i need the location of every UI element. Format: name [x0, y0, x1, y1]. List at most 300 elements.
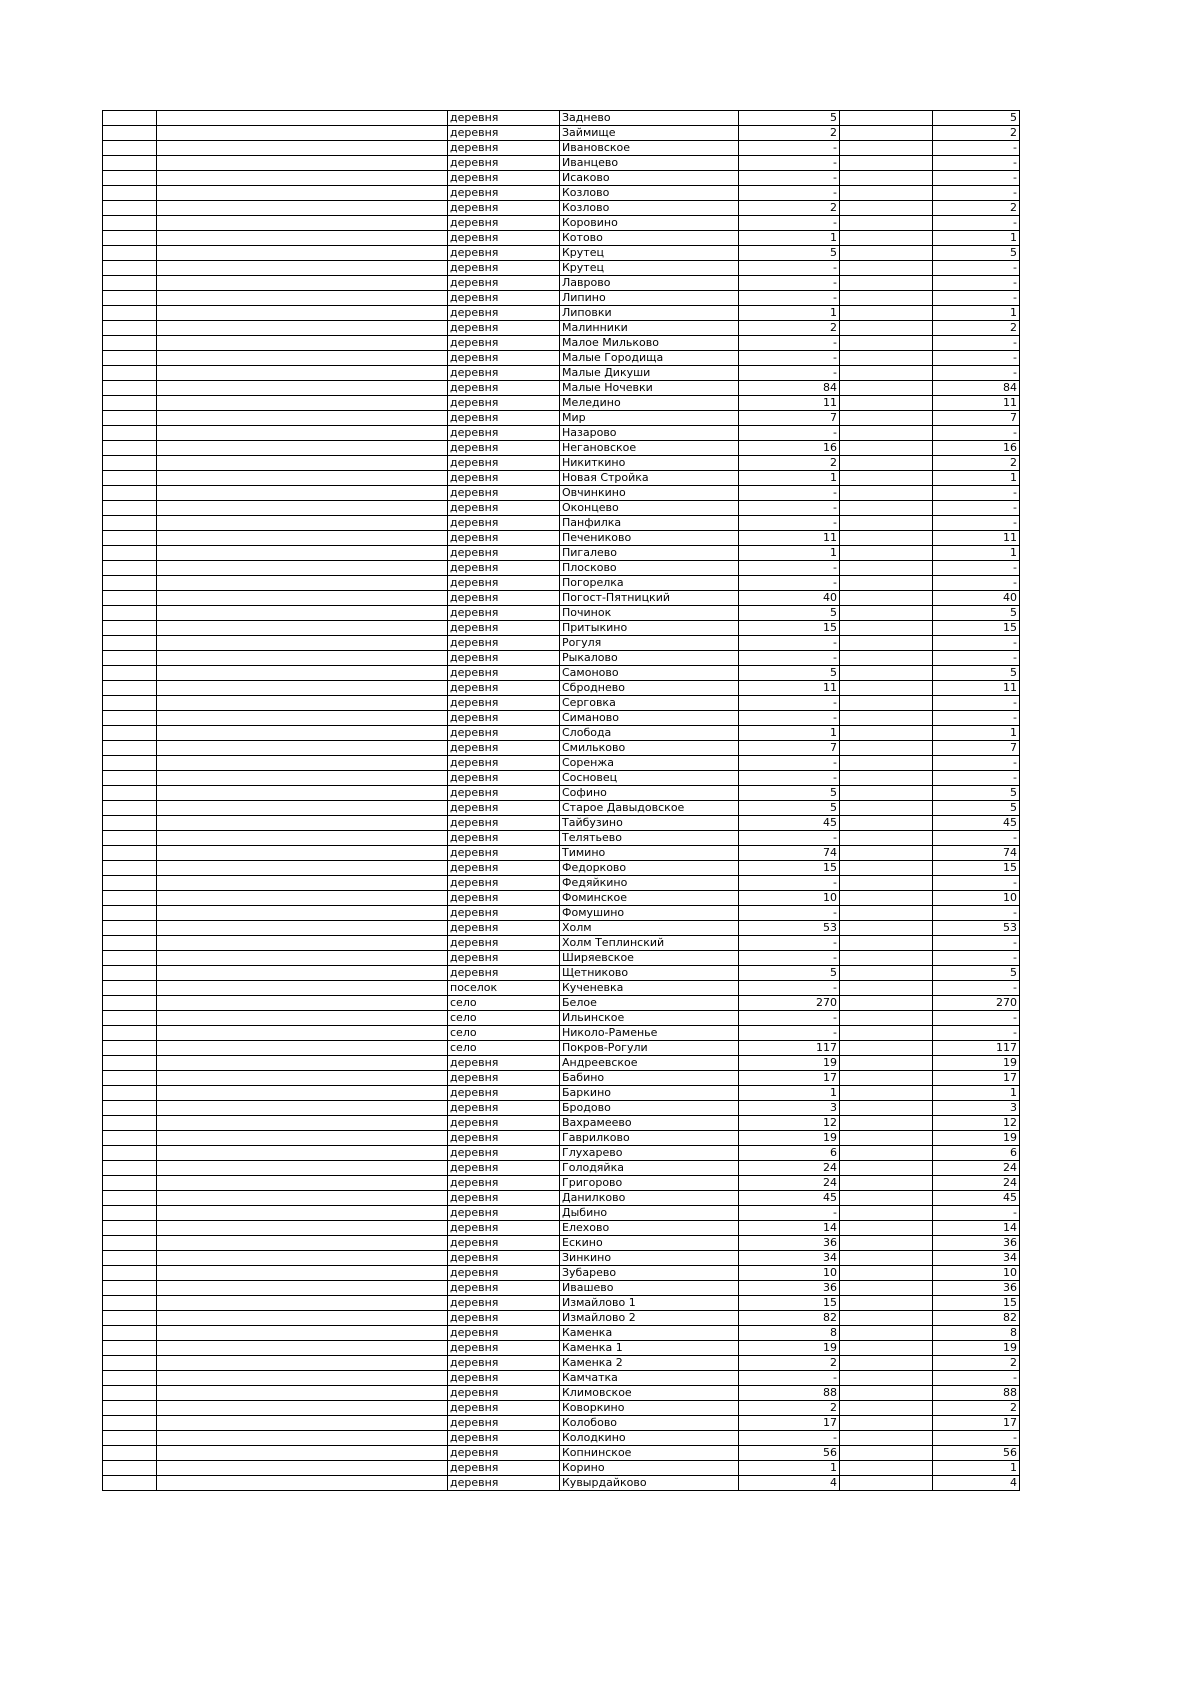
district-cell: [157, 1401, 448, 1416]
spacer-cell: [840, 1131, 933, 1146]
district-cell: [157, 501, 448, 516]
district-cell: [157, 1266, 448, 1281]
count-cell: 1: [739, 1086, 840, 1101]
settlement-table: [102, 110, 1020, 1491]
district-cell: [157, 801, 448, 816]
table-row: [103, 486, 1020, 501]
index-cell: [103, 666, 157, 681]
total-cell: -: [933, 876, 1020, 891]
spacer-cell: [840, 261, 933, 276]
spacer-cell: [840, 1311, 933, 1326]
settlement-type-cell: деревня: [448, 306, 560, 321]
settlement-name-cell: Андреевское: [560, 1056, 739, 1071]
spacer-cell: [840, 411, 933, 426]
total-cell: 117: [933, 1041, 1020, 1056]
count-cell: 5: [739, 606, 840, 621]
total-cell: -: [933, 936, 1020, 951]
settlement-type-cell: деревня: [448, 936, 560, 951]
district-cell: [157, 681, 448, 696]
count-cell: 15: [739, 1296, 840, 1311]
table-row: [103, 456, 1020, 471]
count-cell: -: [739, 636, 840, 651]
settlement-name-cell: Каменка 2: [560, 1356, 739, 1371]
settlement-name-cell: Малые Городища: [560, 351, 739, 366]
district-cell: [157, 1101, 448, 1116]
district-cell: [157, 426, 448, 441]
index-cell: [103, 831, 157, 846]
spacer-cell: [840, 456, 933, 471]
district-cell: [157, 696, 448, 711]
spacer-cell: [840, 186, 933, 201]
table-row: [103, 366, 1020, 381]
settlement-type-cell: деревня: [448, 681, 560, 696]
district-cell: [157, 711, 448, 726]
count-cell: 17: [739, 1416, 840, 1431]
district-cell: [157, 276, 448, 291]
table-row: [103, 726, 1020, 741]
total-cell: 6: [933, 1146, 1020, 1161]
settlement-name-cell: Лаврово: [560, 276, 739, 291]
total-cell: 2: [933, 1356, 1020, 1371]
spacer-cell: [840, 1356, 933, 1371]
index-cell: [103, 441, 157, 456]
district-cell: [157, 1416, 448, 1431]
count-cell: 15: [739, 861, 840, 876]
settlement-name-cell: Гаврилково: [560, 1131, 739, 1146]
spacer-cell: [840, 1086, 933, 1101]
settlement-name-cell: Ширяевское: [560, 951, 739, 966]
index-cell: [103, 411, 157, 426]
spacer-cell: [840, 771, 933, 786]
index-cell: [103, 1206, 157, 1221]
settlement-name-cell: Малое Мильково: [560, 336, 739, 351]
total-cell: -: [933, 366, 1020, 381]
count-cell: -: [739, 276, 840, 291]
settlement-type-cell: деревня: [448, 1056, 560, 1071]
settlement-type-cell: деревня: [448, 1341, 560, 1356]
total-cell: -: [933, 186, 1020, 201]
district-cell: [157, 741, 448, 756]
total-cell: 1: [933, 231, 1020, 246]
total-cell: -: [933, 351, 1020, 366]
district-cell: [157, 921, 448, 936]
count-cell: 11: [739, 681, 840, 696]
total-cell: 19: [933, 1341, 1020, 1356]
district-cell: [157, 471, 448, 486]
settlement-name-cell: Колобово: [560, 1416, 739, 1431]
total-cell: 14: [933, 1221, 1020, 1236]
table-row: [103, 291, 1020, 306]
count-cell: -: [739, 771, 840, 786]
spacer-cell: [840, 696, 933, 711]
settlement-type-cell: деревня: [448, 876, 560, 891]
spacer-cell: [840, 216, 933, 231]
index-cell: [103, 1011, 157, 1026]
count-cell: 3: [739, 1101, 840, 1116]
settlement-type-cell: деревня: [448, 891, 560, 906]
index-cell: [103, 1266, 157, 1281]
settlement-name-cell: Щетниково: [560, 966, 739, 981]
table-row: [103, 501, 1020, 516]
settlement-type-cell: деревня: [448, 1416, 560, 1431]
district-cell: [157, 951, 448, 966]
spacer-cell: [840, 936, 933, 951]
spacer-cell: [840, 906, 933, 921]
index-cell: [103, 1296, 157, 1311]
district-cell: [157, 1431, 448, 1446]
table-row: [103, 216, 1020, 231]
index-cell: [103, 201, 157, 216]
settlement-type-cell: деревня: [448, 846, 560, 861]
count-cell: -: [739, 936, 840, 951]
settlement-type-cell: село: [448, 996, 560, 1011]
spacer-cell: [840, 711, 933, 726]
count-cell: -: [739, 951, 840, 966]
table-row: [103, 1041, 1020, 1056]
settlement-name-cell: Новая Стройка: [560, 471, 739, 486]
spacer-cell: [840, 1056, 933, 1071]
settlement-type-cell: деревня: [448, 276, 560, 291]
district-cell: [157, 831, 448, 846]
spacer-cell: [840, 1476, 933, 1491]
table-row: [103, 396, 1020, 411]
count-cell: 34: [739, 1251, 840, 1266]
index-cell: [103, 1476, 157, 1491]
settlement-name-cell: Федорково: [560, 861, 739, 876]
district-cell: [157, 486, 448, 501]
total-cell: 5: [933, 111, 1020, 126]
total-cell: 45: [933, 1191, 1020, 1206]
index-cell: [103, 1311, 157, 1326]
district-cell: [157, 336, 448, 351]
settlement-type-cell: деревня: [448, 771, 560, 786]
settlement-type-cell: деревня: [448, 816, 560, 831]
table-row: [103, 846, 1020, 861]
spacer-cell: [840, 1461, 933, 1476]
total-cell: -: [933, 501, 1020, 516]
count-cell: -: [739, 981, 840, 996]
table-row: [103, 1341, 1020, 1356]
settlement-type-cell: деревня: [448, 471, 560, 486]
count-cell: -: [739, 831, 840, 846]
settlement-type-cell: поселок: [448, 981, 560, 996]
spacer-cell: [840, 366, 933, 381]
settlement-name-cell: Глухарево: [560, 1146, 739, 1161]
settlement-name-cell: Измайлово 2: [560, 1311, 739, 1326]
total-cell: 10: [933, 891, 1020, 906]
total-cell: 270: [933, 996, 1020, 1011]
count-cell: -: [739, 336, 840, 351]
count-cell: 5: [739, 966, 840, 981]
total-cell: 4: [933, 1476, 1020, 1491]
district-cell: [157, 291, 448, 306]
total-cell: 2: [933, 456, 1020, 471]
count-cell: 2: [739, 321, 840, 336]
index-cell: [103, 261, 157, 276]
settlement-type-cell: деревня: [448, 1281, 560, 1296]
settlement-type-cell: деревня: [448, 336, 560, 351]
total-cell: -: [933, 486, 1020, 501]
settlement-name-cell: Котово: [560, 231, 739, 246]
index-cell: [103, 531, 157, 546]
settlement-name-cell: Софино: [560, 786, 739, 801]
settlement-type-cell: деревня: [448, 171, 560, 186]
total-cell: -: [933, 171, 1020, 186]
district-cell: [157, 981, 448, 996]
settlement-type-cell: деревня: [448, 1251, 560, 1266]
total-cell: 10: [933, 1266, 1020, 1281]
total-cell: 17: [933, 1071, 1020, 1086]
spacer-cell: [840, 786, 933, 801]
spacer-cell: [840, 1371, 933, 1386]
index-cell: [103, 906, 157, 921]
district-cell: [157, 621, 448, 636]
table-row: [103, 1476, 1020, 1491]
index-cell: [103, 471, 157, 486]
spacer-cell: [840, 666, 933, 681]
table-row: [103, 351, 1020, 366]
district-cell: [157, 1446, 448, 1461]
table-row: [103, 231, 1020, 246]
table-row: [103, 876, 1020, 891]
index-cell: [103, 396, 157, 411]
total-cell: -: [933, 771, 1020, 786]
total-cell: 11: [933, 531, 1020, 546]
count-cell: -: [739, 1026, 840, 1041]
district-cell: [157, 1176, 448, 1191]
total-cell: 24: [933, 1176, 1020, 1191]
count-cell: 19: [739, 1341, 840, 1356]
district-cell: [157, 576, 448, 591]
index-cell: [103, 936, 157, 951]
district-cell: [157, 861, 448, 876]
settlement-type-cell: деревня: [448, 756, 560, 771]
settlement-type-cell: деревня: [448, 501, 560, 516]
table-row: [103, 1191, 1020, 1206]
settlement-type-cell: деревня: [448, 1146, 560, 1161]
total-cell: -: [933, 636, 1020, 651]
settlement-type-cell: деревня: [448, 726, 560, 741]
count-cell: 36: [739, 1236, 840, 1251]
district-cell: [157, 1356, 448, 1371]
total-cell: -: [933, 276, 1020, 291]
settlement-type-cell: деревня: [448, 966, 560, 981]
settlement-type-cell: деревня: [448, 1176, 560, 1191]
count-cell: 4: [739, 1476, 840, 1491]
count-cell: 2: [739, 456, 840, 471]
settlement-type-cell: деревня: [448, 621, 560, 636]
spacer-cell: [840, 1041, 933, 1056]
spacer-cell: [840, 1341, 933, 1356]
spacer-cell: [840, 816, 933, 831]
index-cell: [103, 786, 157, 801]
index-cell: [103, 366, 157, 381]
table-row: [103, 186, 1020, 201]
index-cell: [103, 186, 157, 201]
spacer-cell: [840, 471, 933, 486]
spacer-cell: [840, 516, 933, 531]
settlement-type-cell: деревня: [448, 606, 560, 621]
index-cell: [103, 801, 157, 816]
settlement-name-cell: Печениково: [560, 531, 739, 546]
index-cell: [103, 306, 157, 321]
index-cell: [103, 1431, 157, 1446]
settlement-type-cell: деревня: [448, 1296, 560, 1311]
count-cell: -: [739, 1371, 840, 1386]
index-cell: [103, 561, 157, 576]
total-cell: -: [933, 336, 1020, 351]
table-row: [103, 1326, 1020, 1341]
table-row: [103, 1176, 1020, 1191]
settlement-type-cell: деревня: [448, 1236, 560, 1251]
district-cell: [157, 966, 448, 981]
index-cell: [103, 246, 157, 261]
settlement-type-cell: деревня: [448, 696, 560, 711]
spacer-cell: [840, 201, 933, 216]
settlement-type-cell: деревня: [448, 261, 560, 276]
settlement-name-cell: Телятьево: [560, 831, 739, 846]
index-cell: [103, 231, 157, 246]
index-cell: [103, 891, 157, 906]
district-cell: [157, 996, 448, 1011]
count-cell: 82: [739, 1311, 840, 1326]
settlement-name-cell: Тимино: [560, 846, 739, 861]
table-row: [103, 801, 1020, 816]
count-cell: -: [739, 696, 840, 711]
settlement-name-cell: Дыбино: [560, 1206, 739, 1221]
settlement-name-cell: Исаково: [560, 171, 739, 186]
district-cell: [157, 411, 448, 426]
settlement-name-cell: Никиткино: [560, 456, 739, 471]
count-cell: 1: [739, 546, 840, 561]
district-cell: [157, 636, 448, 651]
count-cell: 15: [739, 621, 840, 636]
settlement-type-cell: деревня: [448, 411, 560, 426]
settlement-type-cell: деревня: [448, 366, 560, 381]
spacer-cell: [840, 1296, 933, 1311]
settlement-type-cell: деревня: [448, 1401, 560, 1416]
settlement-name-cell: Бабино: [560, 1071, 739, 1086]
district-cell: [157, 936, 448, 951]
spacer-cell: [840, 1146, 933, 1161]
count-cell: -: [739, 906, 840, 921]
total-cell: 82: [933, 1311, 1020, 1326]
spacer-cell: [840, 1026, 933, 1041]
settlement-type-cell: деревня: [448, 1221, 560, 1236]
settlement-name-cell: Назарово: [560, 426, 739, 441]
index-cell: [103, 981, 157, 996]
total-cell: 2: [933, 1401, 1020, 1416]
count-cell: -: [739, 351, 840, 366]
count-cell: -: [739, 1431, 840, 1446]
settlement-name-cell: Фоминское: [560, 891, 739, 906]
spacer-cell: [840, 1416, 933, 1431]
district-cell: [157, 1116, 448, 1131]
index-cell: [103, 591, 157, 606]
count-cell: 24: [739, 1161, 840, 1176]
settlement-name-cell: Зинкино: [560, 1251, 739, 1266]
total-cell: 1: [933, 1086, 1020, 1101]
count-cell: -: [739, 561, 840, 576]
settlement-type-cell: деревня: [448, 1086, 560, 1101]
total-cell: -: [933, 216, 1020, 231]
index-cell: [103, 651, 157, 666]
total-cell: 1: [933, 726, 1020, 741]
table-row: [103, 1401, 1020, 1416]
settlement-type-cell: деревня: [448, 1356, 560, 1371]
index-cell: [103, 1101, 157, 1116]
table-row: [103, 951, 1020, 966]
settlement-name-cell: Починок: [560, 606, 739, 621]
index-cell: [103, 1281, 157, 1296]
settlement-name-cell: Рыкалово: [560, 651, 739, 666]
total-cell: 1: [933, 306, 1020, 321]
district-cell: [157, 546, 448, 561]
settlement-name-cell: Иванцево: [560, 156, 739, 171]
count-cell: 5: [739, 786, 840, 801]
district-cell: [157, 651, 448, 666]
total-cell: 56: [933, 1446, 1020, 1461]
spacer-cell: [840, 831, 933, 846]
settlement-name-cell: Старое Давыдовское: [560, 801, 739, 816]
spacer-cell: [840, 756, 933, 771]
table-row: [103, 141, 1020, 156]
settlement-name-cell: Каменка 1: [560, 1341, 739, 1356]
district-cell: [157, 606, 448, 621]
spacer-cell: [840, 876, 933, 891]
settlement-name-cell: Малые Ночевки: [560, 381, 739, 396]
settlement-type-cell: деревня: [448, 216, 560, 231]
count-cell: 10: [739, 891, 840, 906]
district-cell: [157, 1476, 448, 1491]
index-cell: [103, 351, 157, 366]
table-row: [103, 201, 1020, 216]
count-cell: -: [739, 576, 840, 591]
count-cell: 84: [739, 381, 840, 396]
total-cell: -: [933, 906, 1020, 921]
count-cell: 2: [739, 1401, 840, 1416]
table-row: [103, 651, 1020, 666]
total-cell: 84: [933, 381, 1020, 396]
settlement-type-cell: деревня: [448, 1476, 560, 1491]
settlement-type-cell: деревня: [448, 486, 560, 501]
settlement-type-cell: деревня: [448, 906, 560, 921]
district-cell: [157, 1326, 448, 1341]
district-cell: [157, 1071, 448, 1086]
index-cell: [103, 876, 157, 891]
spacer-cell: [840, 1236, 933, 1251]
count-cell: 56: [739, 1446, 840, 1461]
table-row: [103, 546, 1020, 561]
settlement-type-cell: деревня: [448, 396, 560, 411]
total-cell: 2: [933, 201, 1020, 216]
count-cell: 8: [739, 1326, 840, 1341]
settlement-type-cell: деревня: [448, 1461, 560, 1476]
index-cell: [103, 1191, 157, 1206]
total-cell: -: [933, 561, 1020, 576]
settlement-type-cell: деревня: [448, 546, 560, 561]
spacer-cell: [840, 1161, 933, 1176]
count-cell: -: [739, 501, 840, 516]
district-cell: [157, 1191, 448, 1206]
district-cell: [157, 1386, 448, 1401]
table-row: [103, 1371, 1020, 1386]
index-cell: [103, 966, 157, 981]
settlement-name-cell: Бродово: [560, 1101, 739, 1116]
settlement-table-body: [103, 111, 1020, 1491]
total-cell: 15: [933, 861, 1020, 876]
district-cell: [157, 396, 448, 411]
